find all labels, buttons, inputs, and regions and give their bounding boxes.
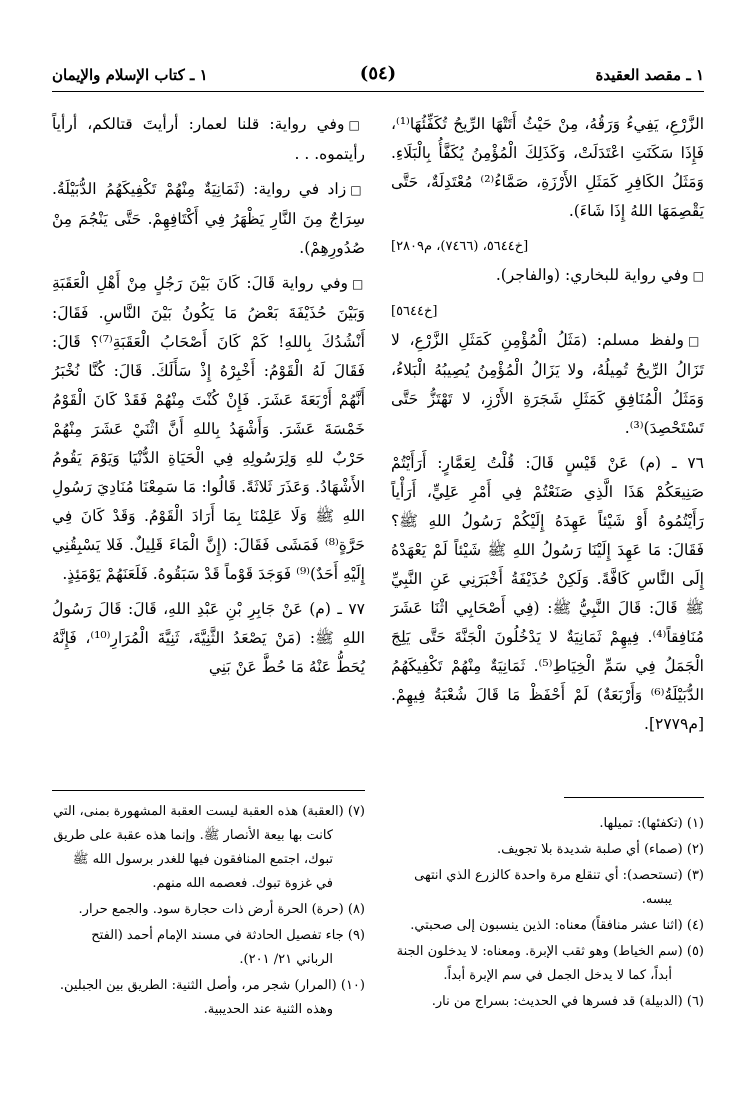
paragraph bbox=[52, 269, 365, 589]
paragraph-text: وفي رواية: قلنا لعمار: أرأيتَ قتالكم، أرأياً رأيتموه. . . bbox=[52, 115, 365, 163]
square-bullet-icon: □ bbox=[351, 277, 365, 291]
square-bullet-icon: □ bbox=[348, 118, 365, 132]
footnote: (٤) (اثنا عشر منافقاً) معناه: الذين ينسبون إلى صحبتي. bbox=[410, 918, 704, 933]
hadith-76: ٧٦ ـ (م) عَنْ قَيْسٍ قَالَ: قُلْتُ لِعَمَّارٍ: أَرَأَيْتُمْ صَنِيعَكُمْ هَذَا الَّذِي صَنَعْتُمْ فِي أَمْرِ عَلِيٍّ، أَرَأْياً رَأَيْتُمُوهُ أَوْ شَيْئاً عَهِدَهُ إِلَيْكُمْ رَسُولُ اللهِ ﷺ؟ فَقَالَ: مَا عَهِدَ إِلَيْنَا رَسُولُ اللهِ ﷺ شَيْئاً لَمْ يَعْهَدْهُ إِلَى النَّاسِ كَافَّةً. وَلَكِنْ حُذَيْفَةُ أَخْبَرَنِي عَنِ النَّبِيِّ ﷺ قَالَ: قَالَ النَّبِيُّ ﷺ: (فِي أَصْحَابِي اثْنَا عَشَرَ مُنَافِقاً⁽⁴⁾. فِيهِمْ ثَمَانِيَةٌ لا يَدْخُلُونَ الْجَنَّةَ حَتَّى يَلِجَ الْجَمَلُ فِي سَمِّ الْخِيَاطِ⁽⁵⁾. ثَمَانِيَةٌ مِنْهُمْ تَكْفِيكَهُمُ الدُّبَيْلَةُ⁽⁶⁾ وَأَرْبَعَةٌ) لَمْ أَحْفَظْ مَا قَالَ شُعْبَةُ فِيهِمْ. [م٢٧٧٩]. bbox=[391, 454, 704, 733]
header-section-title: ١ ـ مقصد العقيدة bbox=[595, 66, 704, 84]
left-column bbox=[52, 110, 365, 688]
paragraph-text: ولفظ مسلم: (مَثَلُ الْمُؤْمِنِ كَمَثَلِ الزَّرْعِ، لا تَزَالُ الرِّيحُ تُمِيلُهُ، ولا يَزَالُ الْمُؤْمِنُ يُصِيبُهُ الْبَلاءُ، وَمَثَلُ الْمُنَافِقِ كَمَثَلِ شَجَرَةِ الأَرْزِ، لا تَهْتَزُّ حَتَّى تَسْتَحْصِدَ)⁽³⁾. bbox=[391, 331, 704, 437]
header-book-title: ١ ـ كتاب الإسلام والإيمان bbox=[52, 66, 208, 84]
footnote: (٢) (صماء) أي صلبة شديدة بلا تجويف. bbox=[497, 842, 704, 857]
hadith-77: ٧٧ ـ (م) عَنْ جَابِرِ بْنِ عَبْدِ اللهِ، قَالَ: قَالَ رَسُولُ اللهِ ﷺ: (مَنْ يَصْعَدُ الثَّنِيَّةَ، ثَنِيَّةَ الْمُرَارِ⁽¹⁰⁾، فَإِنَّهُ يُحَطُّ عَنْهُ مَا حُطَّ عَنْ بَنِي bbox=[52, 600, 365, 676]
square-bullet-icon: □ bbox=[350, 183, 366, 197]
paragraph bbox=[52, 110, 365, 169]
source-reference: [خ٥٦٤٤، (٧٤٦٦)، م٢٨٠٩] bbox=[391, 239, 529, 254]
footnote: (٥) (سم الخياط) وهو ثقب الإبرة. ومعناه: لا يدخلون الجنة أبداً، كما لا يدخل الجمل في سم الإبرة أبداً. bbox=[396, 944, 704, 983]
footnote: (٧) (العقبة) هذه العقبة ليست العقبة المشهورة بمنى، التي كانت بها بيعة الأنصار ﷺ. وإنما هذه عقبة على طريق تبوك، اجتمع المنافقون فيها للغدر برسول الله ﷺ في غزوة تبوك. فعصمه الله منهم. bbox=[53, 804, 365, 891]
right-footnotes bbox=[391, 812, 704, 1016]
footnote: (٣) (تستحصد): أي تنقلع مرة واحدة كالزرع الذي انتهى يبسه. bbox=[414, 868, 704, 907]
header-rule bbox=[52, 91, 704, 92]
paragraph-text: وفي رواية للبخاري: (والفاجر). bbox=[495, 266, 689, 284]
page-number: (٥٤) bbox=[359, 63, 397, 84]
footnote-divider bbox=[564, 797, 704, 798]
source-reference: [خ٥٦٤٤] bbox=[391, 304, 438, 319]
left-footnotes bbox=[52, 800, 365, 1024]
footnote: (١٠) (المرار) شجر مر، وأصل الثنية: الطريق بين الجبلين. وهذه الثنية عند الحديبية. bbox=[59, 978, 365, 1017]
paragraph bbox=[391, 326, 704, 443]
paragraph-text: وفي رواية قَالَ: كَانَ بَيْنَ رَجُلٍ مِنْ أَهْلِ الْعَقَبَةِ وَبَيْنَ حُذَيْفَةَ بَعْضُ مَا يَكُونُ بَيْنَ النَّاسِ. فَقَالَ: أَنْشُدُكَ بِاللهِ! كَمْ كَانَ أَصْحَابُ الْعَقَبَةِ⁽⁷⁾؟ قَالَ: فَقَالَ لَهُ الْقَوْمُ: أَخْبِرْهُ إِذْ سَأَلَكَ. قَالَ: كُنَّا نُخْبَرُ أَنَّهُمْ أَرْبَعَةَ عَشَرَ. فَإِنْ كُنْتَ مِنْهُمْ فَقَدْ كَانَ الْقَوْمُ خَمْسَةَ عَشَرَ. وَأَشْهَدُ بِاللهِ أَنَّ اثْنَيْ عَشَرَ مِنْهُمْ حَرْبٌ للهِ وَلِرَسُولِهِ فِي الْحَيَاةِ الدُّنْيَا وَيَوْمَ يَقُومُ الأَشْهَادُ. وَعَذَرَ ثَلاثَةً. قَالُوا: مَا سَمِعْنَا مُنَادِيَ رَسُولِ اللهِ ﷺ وَلَا عَلِمْنَا بِمَا أَرَادَ الْقَوْمُ. وَقَدْ كَانَ فِي حَرَّةٍ⁽⁸⁾ فَمَشَى فَقَالَ: (إِنَّ الْمَاءَ قَلِيلٌ. فَلا يَسْبِقُنِي إِلَيْهِ أَحَدٌ)⁽⁹⁾ فَوَجَدَ قَوْماً قَدْ سَبَقُوهُ. فَلَعَنَهُمْ يَوْمَئِذٍ. bbox=[52, 274, 365, 583]
footnote: (١) (تكفئها): تميلها. bbox=[599, 816, 704, 831]
paragraph bbox=[52, 175, 365, 263]
paragraph-text: زاد في رواية: (ثَمَانِيَةٌ مِنْهُمْ تَكْفِيكَهُمُ الدُّبَيْلَةُ. سِرَاجٌ مِنَ النَّارِ يَظْهَرُ فِي أَكْتَافِهِمْ. حَتَّى يَنْجُمَ مِنْ صُدُورِهِمْ). bbox=[52, 180, 365, 257]
footnote: (٦) (الدبيلة) قد فسرها في الحديث: بسراج من نار. bbox=[431, 994, 704, 1009]
right-column bbox=[391, 110, 704, 745]
paragraph: الزَّرْعِ، يَفِيءُ وَرَقُهُ، مِنْ حَيْثُ أَتَتْهَا الرِّيحُ تُكَفِّئُهَا⁽¹⁾، فَإِذَا سَكَنَتِ اعْتَدَلَتْ، وَكَذَلِكَ الْمُؤْمِنُ يُكَفَّأُ بِالْبَلَاءِ. وَمَثَلُ الكَافِرِ كَمَثَلِ الأَرْزَةِ، صَمَّاءُ⁽²⁾ مُعْتَدِلَةٌ، حَتَّى يَقْصِمَهَا اللهُ إِذَا شَاءَ). bbox=[391, 115, 705, 220]
footnote: (٨) (حرة) الحرة أرض ذات حجارة سود. والجمع حرار. bbox=[78, 902, 365, 917]
footnote-divider bbox=[52, 790, 365, 791]
square-bullet-icon: □ bbox=[687, 334, 705, 348]
square-bullet-icon: □ bbox=[692, 269, 704, 283]
page-header bbox=[52, 58, 704, 92]
paragraph bbox=[391, 261, 704, 291]
footnote: (٩) جاء تفصيل الحادثة في مسند الإمام أحمد (الفتح الرباني ٢١/ ٢٠١). bbox=[91, 928, 365, 967]
